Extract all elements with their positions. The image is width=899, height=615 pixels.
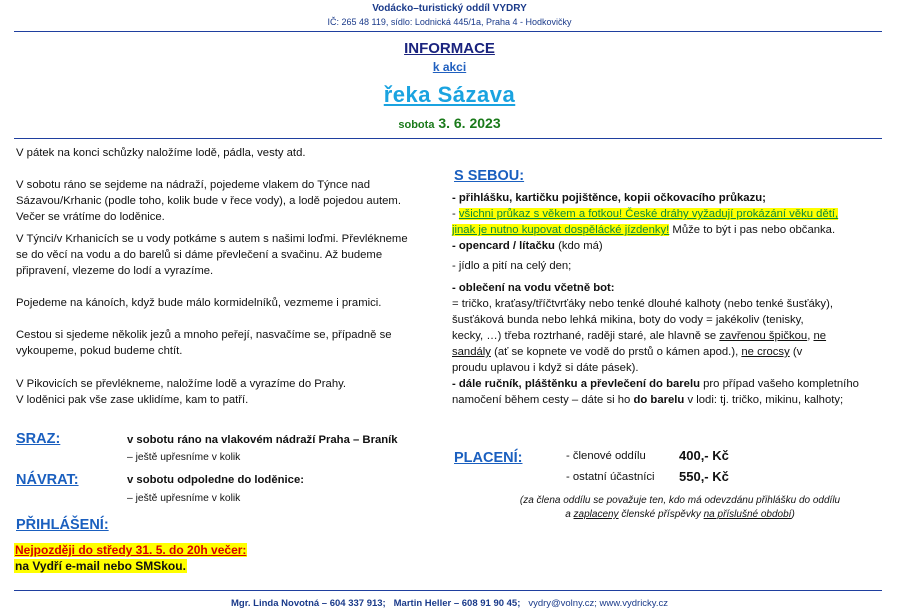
footer-contacts: [0, 598, 899, 609]
no-text: ne: [813, 330, 827, 342]
closed-toe-text: zavřenou špičkou: [719, 330, 808, 342]
prihlaseni-heading: PŘIHLÁŠENÍ:: [16, 517, 109, 533]
text-span: členské příspěvky: [618, 509, 704, 520]
no-sandals-text: sandály: [452, 346, 491, 358]
text-span: pro případ vašeho kompletního: [700, 378, 859, 390]
text-line: V loděnici pak vše zase uklidíme, kam to patří.: [16, 394, 249, 406]
sebou-item-documents: - přihlášku, kartičku pojištěnce, kopii očkovacího průkazu;: [452, 192, 766, 204]
text-span: ,: [807, 330, 814, 342]
dash: -: [452, 208, 459, 220]
header-divider: [14, 31, 882, 32]
text-line: Cestou si sjedeme několik jezů a mnoho peřejí, nasvačíme se, případně se: [16, 329, 392, 341]
clothes-line: = tričko, kraťasy/tříčtvrťáky nebo tenké dlouhé kalhoty (nebo tenké šusťáky),: [452, 298, 833, 310]
sraz-note: – ještě upřesníme v kolik: [127, 452, 241, 463]
text-span: ): [791, 509, 795, 520]
text-span: namočení během cesty – dáte si ho: [452, 394, 634, 406]
membership-note: [470, 494, 890, 522]
id-note: Může to být i pas nebo občanka.: [669, 224, 836, 236]
title-informace: INFORMACE: [404, 40, 495, 57]
towel-label: - dále ručník, pláštěnku a převlečení do barelu: [452, 378, 700, 390]
event-date-value: 3. 6. 2023: [438, 115, 501, 131]
opencard-label: - opencard / lítačku: [452, 240, 555, 252]
text-line: se do věcí na vodu a do barelů si dáme převlečení a svačinu. Až budeme: [16, 249, 383, 261]
clothes-line: šusťáková bunda nebo lehká mikina, boty do vody = jakékoliv (tenisky,: [452, 314, 804, 326]
sraz-heading: SRAZ:: [16, 431, 61, 447]
clothes-line: proudu uplavou i když si dáte pásek).: [452, 362, 639, 374]
fee-label-others: - ostatní účastníci: [566, 471, 655, 483]
clothes-line: [452, 344, 892, 360]
text-span: (v: [789, 346, 803, 358]
navrat-heading: NÁVRAT:: [16, 472, 79, 488]
text-span: a: [565, 509, 574, 520]
paragraph-route: [16, 327, 436, 359]
fee-label-members: - členové oddílu: [566, 450, 646, 462]
fee-value-others: 550,- Kč: [679, 469, 729, 484]
paragraph-tynec: [16, 231, 436, 279]
text-line: V Pikovicích se převlékneme, naložíme lodě a vyrazíme do Prahy.: [16, 378, 347, 390]
contact-martin: Martin Heller – 608 91 90 45;: [393, 598, 521, 609]
sraz-value: v sobotu ráno na vlakovém nádraží Praha – Braník: [127, 434, 398, 446]
sebou-item-id-cont: [452, 222, 892, 238]
paragraph-boats: Pojedeme na kánoích, když bude málo kormidelníků, vezmeme i pramici.: [16, 297, 382, 309]
text-line: připravení, vlezeme do lodí a vyrazíme.: [16, 265, 214, 277]
clothes-line: [452, 328, 892, 344]
period-text: na příslušné období: [703, 509, 792, 520]
text-line: V Týnci/v Krhanicích se u vody potkáme s autem s našimi loďmi. Převlékneme: [16, 233, 408, 245]
text-line: V sobotu ráno se sejdeme na nádraží, pojedeme vlakem do Týnce nad: [16, 179, 370, 191]
footer-divider: [14, 590, 882, 591]
paragraph-friday: V pátek na konci schůzky naložíme lodě, pádla, vesty atd.: [16, 147, 306, 159]
event-date: [0, 115, 899, 131]
title-k-akci: k akci: [432, 60, 467, 74]
id-warning-highlight: všichni průkaz s věkem a fotkou! České dráhy vyžadují prokázání věku dětí,: [458, 208, 839, 220]
fee-value-members: 400,- Kč: [679, 448, 729, 463]
navrat-note: – ještě upřesníme v kolik: [127, 493, 241, 504]
opencard-note: (kdo má): [554, 240, 603, 252]
paragraph-saturday: [16, 177, 436, 225]
prihlaseni-method-line: [14, 557, 187, 575]
sebou-item-opencard: [452, 238, 892, 254]
note-line: [470, 508, 890, 522]
barrel-text: do barelu: [633, 394, 685, 406]
navrat-value: v sobotu odpoledne do loděnice:: [127, 474, 304, 486]
text-span: (ať se kopnete ve vodě do prstů o kámen apod.),: [490, 346, 742, 358]
text-span: kecky, …) třeba roztrhané, raději staré, ale hlavně se: [452, 330, 720, 342]
sebou-item-food: - jídlo a pití na celý den;: [452, 260, 572, 272]
event-title: řeka Sázava: [383, 82, 516, 107]
contact-email-web[interactable]: vydry@volny.cz; www.vydricky.cz: [528, 598, 668, 609]
no-crocs-text: ne crocsy: [741, 346, 790, 358]
title-divider: [14, 138, 882, 139]
sebou-item-towel: [452, 376, 892, 392]
placeni-heading: PLACENÍ:: [454, 450, 523, 466]
text-line: Sázavou/Krhanic (podle toho, kolik bude v řece vody), a lodě pojedou autem.: [16, 195, 401, 207]
text-line: vykoupeme, pokud budeme chtít.: [16, 345, 183, 357]
sebou-heading: S SEBOU:: [454, 168, 525, 184]
id-warning-highlight-2: jinak je nutno kupovat dospělácké jízdenky!: [452, 224, 670, 236]
contact-linda: Mgr. Linda Novotná – 604 337 913;: [231, 598, 386, 609]
paid-text: zaplaceny: [573, 509, 619, 520]
event-day: sobota: [398, 119, 435, 131]
organization-name: Vodácko–turistický oddíl VYDRY: [372, 3, 527, 14]
sebou-list: [452, 190, 892, 408]
sebou-item-id: [452, 206, 892, 222]
text-span: v lodi: tj. tričko, mikinu, kalhoty;: [684, 394, 844, 406]
paragraph-pikovice: [16, 376, 436, 408]
registration-deadline: Nejpozději do středy 31. 5. do 20h večer:: [15, 543, 247, 557]
note-line: (za člena oddílu se považuje ten, kdo má odevzdánu přihlášku do oddílu: [519, 495, 841, 506]
registration-method: na Vydří e-mail nebo SMSkou.: [15, 559, 186, 573]
sebou-item-clothes: - oblečení na vodu včetně bot:: [452, 282, 615, 294]
organization-address: IČ: 265 48 119, sídlo: Lodnická 445/1a, Praha 4 - Hodkovičky: [327, 17, 572, 27]
text-line: Večer se vrátíme do loděnice.: [16, 211, 165, 223]
sebou-item-towel-cont: [452, 392, 892, 408]
